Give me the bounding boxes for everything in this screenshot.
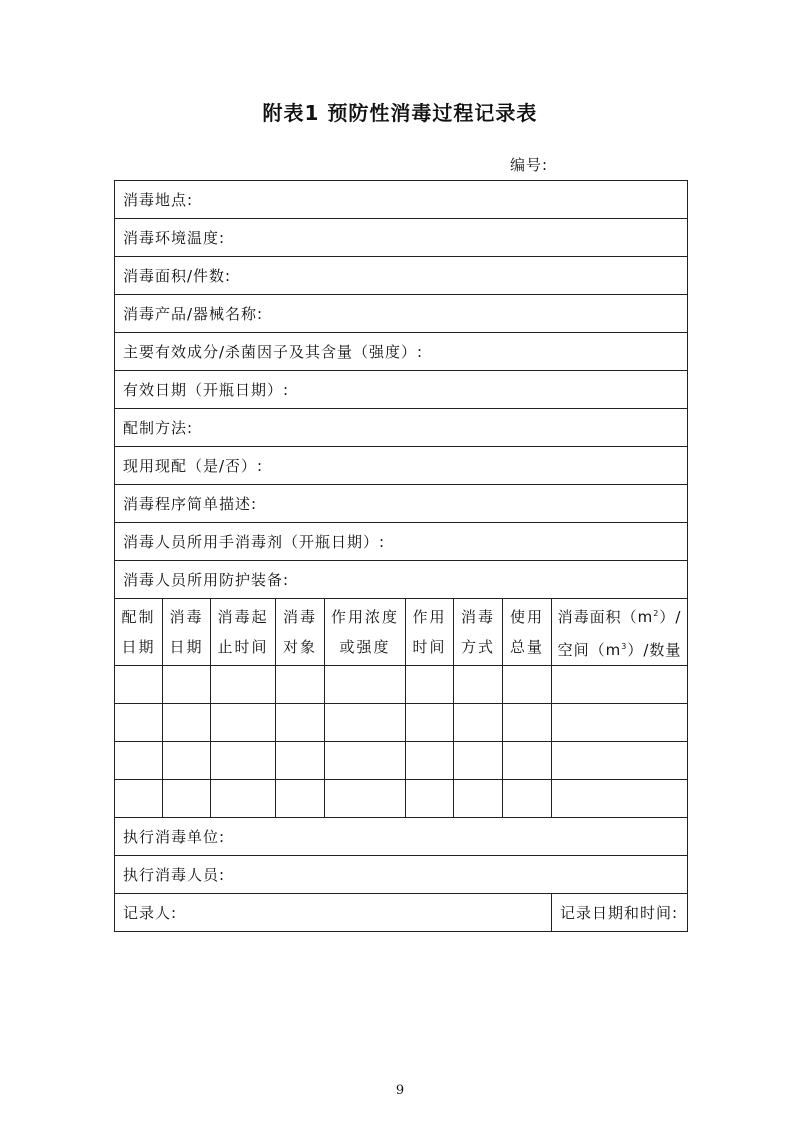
table-cell[interactable] — [325, 780, 406, 818]
table-cell[interactable] — [503, 780, 552, 818]
table-cell[interactable] — [211, 742, 276, 780]
table-cell[interactable] — [276, 742, 325, 780]
table-cell[interactable] — [325, 666, 406, 704]
column-header: 消毒 方式 — [454, 599, 503, 666]
table-cell[interactable] — [552, 742, 688, 780]
column-header: 消毒 对象 — [276, 599, 325, 666]
table-cell[interactable] — [552, 666, 688, 704]
field-location[interactable]: 消毒地点: — [115, 181, 688, 219]
table-cell[interactable] — [406, 742, 454, 780]
table-cell[interactable] — [211, 666, 276, 704]
table-cell[interactable] — [325, 704, 406, 742]
table-cell[interactable] — [163, 704, 211, 742]
column-header: 消毒 日期 — [163, 599, 211, 666]
table-cell[interactable] — [211, 704, 276, 742]
table-row — [115, 704, 688, 742]
table-cell[interactable] — [115, 704, 163, 742]
table-cell[interactable] — [211, 780, 276, 818]
table-cell[interactable] — [276, 666, 325, 704]
table-cell[interactable] — [406, 666, 454, 704]
field-executing-personnel[interactable]: 执行消毒人员: — [115, 856, 688, 894]
table-cell[interactable] — [454, 780, 503, 818]
field-hand-disinfectant[interactable]: 消毒人员所用手消毒剂（开瓶日期）: — [115, 523, 688, 561]
field-area-count[interactable]: 消毒面积/件数: — [115, 257, 688, 295]
field-valid-date[interactable]: 有效日期（开瓶日期）: — [115, 371, 688, 409]
table-cell[interactable] — [163, 666, 211, 704]
column-header: 消毒面积$(m^2)/$ 空间$(m^3)/$数量 — [552, 599, 688, 666]
field-protective-equipment[interactable]: 消毒人员所用防护装备: — [115, 561, 688, 599]
table-row — [115, 780, 688, 818]
table-cell[interactable] — [406, 780, 454, 818]
table-cell[interactable] — [163, 742, 211, 780]
field-active-ingredient[interactable]: 主要有效成分/杀菌因子及其含量（强度）: — [115, 333, 688, 371]
table-cell[interactable] — [163, 780, 211, 818]
table-cell[interactable] — [503, 704, 552, 742]
field-recorder[interactable]: 记录人: — [115, 894, 552, 932]
table-cell[interactable] — [552, 704, 688, 742]
disinfection-record-table — [114, 180, 688, 932]
table-row — [115, 666, 688, 704]
table-cell[interactable] — [552, 780, 688, 818]
column-header-row — [115, 599, 688, 666]
table-cell[interactable] — [115, 742, 163, 780]
field-procedure-description[interactable]: 消毒程序简单描述: — [115, 485, 688, 523]
column-header: 配制 日期 — [115, 599, 163, 666]
column-header: 使用 总量 — [503, 599, 552, 666]
column-header: 消毒起 止时间 — [211, 599, 276, 666]
table-cell[interactable] — [503, 742, 552, 780]
page-number: 9 — [395, 1083, 405, 1098]
serial-number-label: 编号: — [510, 156, 549, 174]
table-row — [115, 742, 688, 780]
field-preparation-method[interactable]: 配制方法: — [115, 409, 688, 447]
table-cell[interactable] — [503, 666, 552, 704]
table-cell[interactable] — [276, 704, 325, 742]
table-cell[interactable] — [454, 704, 503, 742]
field-executing-unit[interactable]: 执行消毒单位: — [115, 818, 688, 856]
field-product-name[interactable]: 消毒产品/器械名称: — [115, 295, 688, 333]
table-cell[interactable] — [115, 780, 163, 818]
table-cell[interactable] — [454, 666, 503, 704]
table-cell[interactable] — [406, 704, 454, 742]
column-header: 作用浓度 或强度 — [325, 599, 406, 666]
table-cell[interactable] — [454, 742, 503, 780]
field-record-datetime[interactable]: 记录日期和时间: — [552, 894, 688, 932]
table-cell[interactable] — [115, 666, 163, 704]
field-temperature[interactable]: 消毒环境温度: — [115, 219, 688, 257]
field-fresh-prepared[interactable]: 现用现配（是/否）: — [115, 447, 688, 485]
table-cell[interactable] — [276, 780, 325, 818]
column-header: 作用 时间 — [406, 599, 454, 666]
document-title: 附表1 预防性消毒过程记录表 — [262, 101, 538, 125]
table-cell[interactable] — [325, 742, 406, 780]
